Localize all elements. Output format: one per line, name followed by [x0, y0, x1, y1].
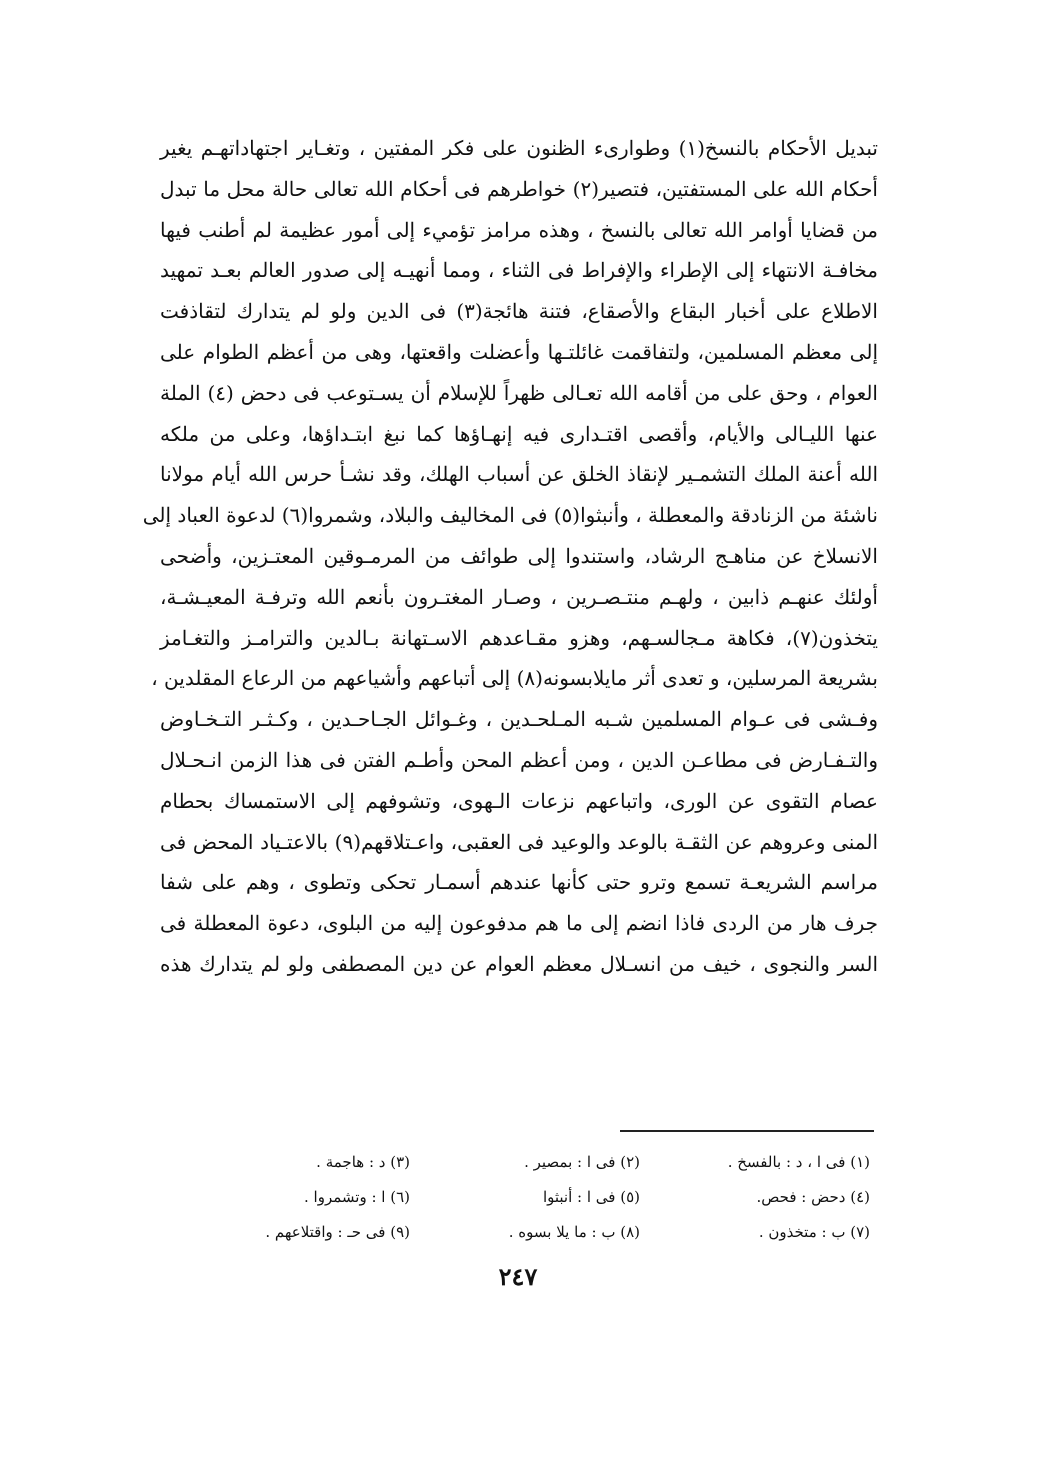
footnote-3: (٣) د : هاجمة .	[316, 1153, 410, 1171]
footnote-7: (٧) ب : متخذون .	[758, 1223, 870, 1241]
text-line: بشريعة المرسلين، و تعدى أثر مايلابسونه(٨) إلى أتباعهم وأشياعهم من الرعاع المقلدين ،	[151, 666, 878, 691]
text-line: ناشئة من الزنادقة والمعطلة ، وأنبثوا(٥) فى المخاليف والبلاد، وشمروا(٦) لدعوة العباد إلى	[142, 503, 878, 528]
footnote-9: (٩) فى حـ : واقتلاعهم .	[265, 1223, 410, 1241]
text-line: الله أعنة الملك التشمـير لإنقاذ الخلق عن أسباب الهلك، وقد نشـأ حرس الله أيام مولانا	[160, 462, 878, 487]
text-line: العوام ، وحق على من أقامه الله تعـالى ظهراً للإسلام أن يسـتوعب فى دحض (٤) الملة	[160, 380, 878, 405]
text-line: أولئك عنهـم ذابين ، ولهـم منتـصـرين ، وصـار المغتـرون بأنعم الله وترفـة المعيـشـة،	[160, 584, 878, 609]
footnote-5: (٥) فى ا : أنبثوا	[542, 1188, 640, 1206]
text-line: والتـفـارض فى مطاعـن الدين ، ومن أعظم المحن وأطـم الفتن فى هذا الزمن انـحـلال	[160, 747, 878, 772]
footnote-6: (٦) ا : وتشمروا .	[304, 1188, 410, 1206]
footnotes	[180, 1145, 870, 1250]
footnote-separator	[620, 1130, 874, 1132]
text-line: مراسم الشريعـة تسمع وترو حتى كأنها عندهم أسمـار تحكى وتطوى ، وهم على شفا	[160, 870, 878, 895]
footnote-4: (٤) دحض : فحص.	[756, 1188, 870, 1206]
text-line: الانسلاخ عن مناهـج الرشاد، واستندوا إلى طوائف من المرمـوقين المعتـزين، وأضحى	[160, 543, 878, 568]
text-line: عصام التقوى عن الورى، واتباعهم نزعات الـهوى، وتشوفهم إلى الاستمساك بحطام	[160, 788, 878, 813]
text-line: تبديل الأحكام بالنسخ(١) وطوارىء الظنون على فكر المفتين ، وتغـاير اجتهاداتهـم يغير	[160, 136, 879, 160]
text-line: من قضايا أوامر الله تعالى بالنسخ ، وهذه مرامز تؤميء إلى أمور عظيمة لم أطنب فيها	[160, 217, 878, 242]
text-line: المنى وعروهم عن الثقـة بالوعد والوعيد فى العقبى، واعـتلاقهم(٩) بالاعتـياد المحض فى	[160, 829, 878, 854]
text-line: مخافـة الانتهاء إلى الإطراء والإفراط فى الثناء ، ومما أنهيـه إلى صدور العالم بعـد تمهيد	[160, 258, 878, 283]
footnote-2: (٢) فى ا : بمصير .	[524, 1153, 640, 1171]
text-line: أحكام الله على المستفتين، فتصير(٢) خواطرهم فى أحكام الله تعالى حالة محل ما تبدل	[160, 176, 878, 201]
main-text-block	[142, 128, 879, 985]
footnote-8: (٨) ب : ما يلا بسوه .	[508, 1223, 640, 1241]
text-line: جرف هار من الردى فاذا انضم إلى ما هم مدفوعون إليه من البلوى، دعوة المعطلة فى	[160, 911, 878, 936]
text-line: يتخذون(٧)، فكاهة مـجالسـهم، وهزو مقـاعدهم الاسـتهانة بـالدين والترامـز والتغـامز	[160, 625, 878, 650]
text-line: وفـشى فى عـوام المسلمين شـبه المـلحـدين ، وغـوائل الجـاحـدين ، وكـثـر التـخـاوض	[160, 707, 878, 732]
footnote-1: (١) فى ا ، د : بالفسخ .	[727, 1153, 870, 1171]
text-line: إلى معظم المسلمين، ولتفاقمت غائلتـها وأعضلت واقعتها، وهى من أعظم الطوام على	[160, 339, 878, 364]
footnote-row	[180, 1215, 870, 1250]
footnote-row	[180, 1145, 870, 1180]
page-number: ٢٤٧	[498, 1262, 538, 1291]
text-line: السر والنجوى ، خيف من انسـلال معظم العوام عن دين المصطفى ولو لم يتدارك هذه	[160, 951, 878, 976]
text-line: عنها الليـالى والأيام، وأقصى اقتـدارى فيه إنهـاؤها كما نبغ ابتـداؤها، وعلى من ملكه	[160, 421, 878, 446]
footnote-row	[180, 1180, 870, 1215]
text-line: الاطلاع على أخبار البقاع والأصقاع، فتنة هائجة(٣) فى الدين ولو لم يتدارك لتقاذفت	[160, 299, 878, 324]
